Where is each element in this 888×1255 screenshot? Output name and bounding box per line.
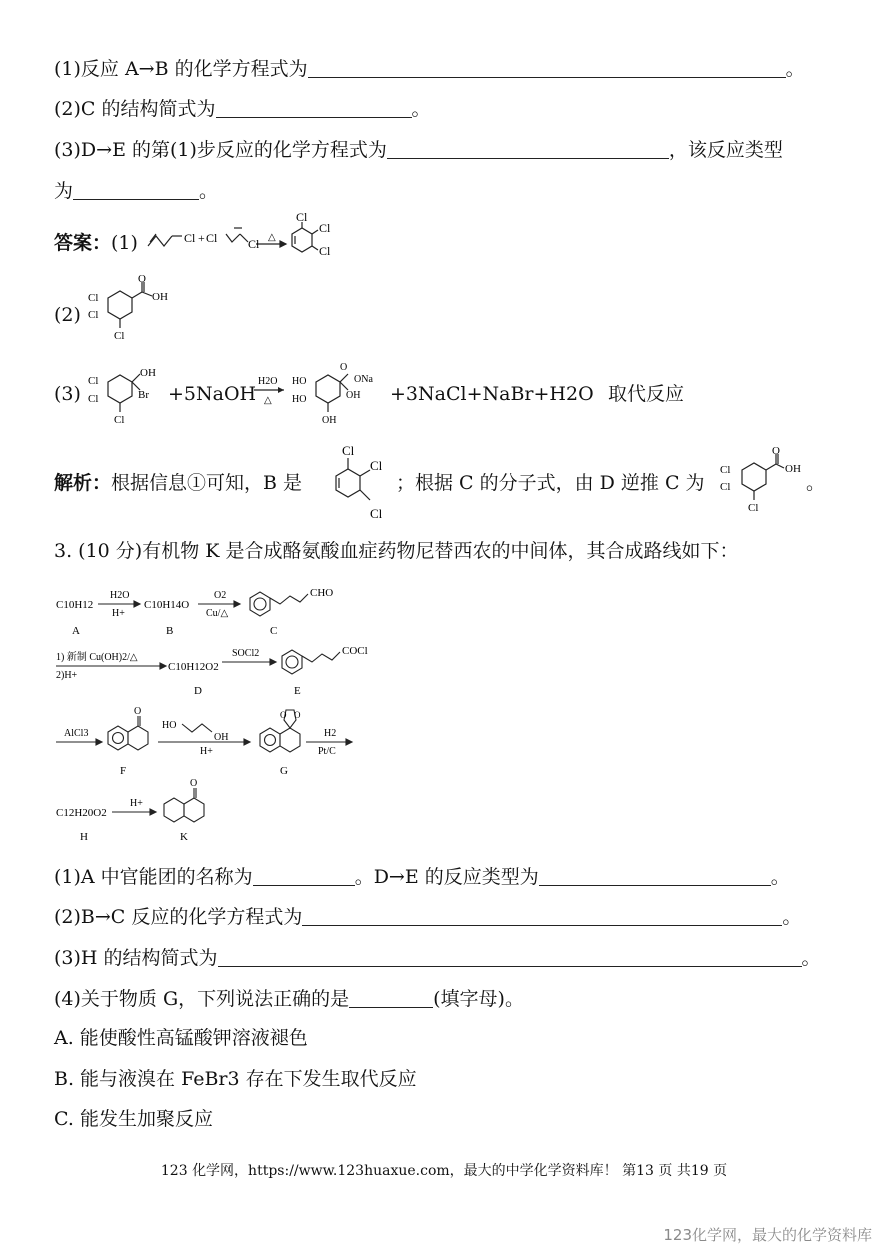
watermark: 123化学网，最大的化学资料库 [663, 1226, 872, 1244]
cl-label: Cl [88, 292, 99, 304]
cho-label: CHO [310, 587, 334, 599]
label-e: E [294, 685, 301, 697]
cl-label: Cl [206, 231, 218, 245]
br-label: Br [138, 389, 149, 401]
answer-1-equation [140, 212, 360, 270]
cond-r2-top: O2 [214, 590, 227, 601]
o-label: O [340, 362, 348, 373]
analysis-b-structure [326, 440, 398, 526]
oh-label: OH [140, 367, 156, 379]
cl-label: Cl [319, 244, 331, 258]
cond-top: H2O [258, 376, 278, 387]
cl-label: Cl [319, 221, 331, 235]
cond-r6-bot: H+ [200, 746, 213, 757]
analysis-line: 解析：根据信息①可知，B 是 [54, 472, 303, 494]
answer-blank [302, 905, 782, 926]
cond-r4-top: SOCl2 [232, 648, 260, 659]
cond-r5-top: AlCl3 [64, 728, 89, 739]
q3-sub2: (2)B→C 反应的化学方程式为 。 [54, 906, 802, 928]
o-label: O [772, 445, 780, 457]
o-label: O [294, 710, 301, 720]
cond-r7-top: H2 [324, 728, 337, 739]
cond-r3-top: 1) 新制 Cu(OH)2/△ [56, 652, 138, 663]
label-f: F [120, 765, 127, 777]
cond-r7-bot: Pt/C [318, 746, 336, 757]
o-label: O [190, 778, 198, 789]
label-d: D [194, 685, 202, 697]
formula-a: C10H12 [56, 599, 94, 611]
q-prev-3: (3)D→E 的第(1)步反应的化学方程式为 ，该反应类型 [54, 139, 783, 161]
cond-r3-bot: 2)H+ [56, 670, 78, 681]
label-g: G [280, 765, 288, 777]
label-c: C [270, 625, 278, 637]
cond-r6-oh: OH [214, 732, 229, 743]
cl-label: Cl [748, 502, 759, 514]
label-a: A [72, 625, 80, 637]
oh-label: OH [322, 415, 337, 426]
analysis-end: 。 [806, 472, 826, 494]
answer-blank [218, 946, 802, 967]
q3-sub4: (4)关于物质 G，下列说法正确的是 (填字母)。 [54, 988, 524, 1010]
cl-label: Cl [114, 330, 125, 342]
oh-label: OH [152, 291, 168, 303]
answer-blank [216, 97, 412, 118]
label-b: B [166, 625, 174, 637]
synthesis-scheme [54, 574, 384, 844]
o-label: O [280, 710, 287, 720]
answer-line-3: (3) [54, 383, 81, 405]
q-prev-3-cont: 为 。 [54, 180, 219, 202]
cl-label: Cl [296, 212, 308, 224]
answer-blank [387, 138, 669, 159]
formula-b: C10H14O [144, 599, 190, 611]
cl-label: Cl [342, 443, 355, 458]
label-k: K [180, 831, 188, 843]
answer-blank [349, 987, 433, 1008]
cl-label: Cl [88, 375, 99, 387]
answer-line-2: (2) [54, 304, 81, 326]
q3-option-a: A. 能使酸性高锰酸钾溶液褪色 [54, 1027, 308, 1049]
answer-3-reactant [78, 360, 178, 430]
answer-3-product [288, 360, 388, 430]
answer-3-products: +3NaCl+NaBr+H2O [390, 383, 594, 405]
cond-r1-top: H2O [110, 590, 130, 601]
cl-label: Cl [720, 481, 731, 493]
answer-blank [253, 865, 355, 886]
oh-label: OH [346, 390, 361, 401]
cond-r1-bot: H+ [112, 608, 125, 619]
answer-3-reagent: +5NaOH [168, 383, 257, 405]
answer-blank [73, 179, 199, 200]
cl-label: Cl [720, 464, 731, 476]
q3-sub3: (3)H 的结构简式为 。 [54, 947, 821, 969]
plus-sign: + [198, 231, 205, 245]
answer-3-type: 取代反应 [608, 383, 685, 405]
ho-label: HO [292, 394, 307, 405]
cl-label: Cl [248, 237, 260, 251]
answer-3-arrow [252, 372, 288, 408]
answer-2-structure [78, 272, 188, 350]
answer-line-1: 答案：(1) [54, 232, 138, 254]
formula-d: C10H12O2 [168, 661, 219, 673]
q-prev-2: (2)C 的结构简式为 。 [54, 98, 431, 120]
cl-label: Cl [88, 309, 99, 321]
cond-r2-bot: Cu/△ [206, 608, 229, 619]
analysis-c-structure [712, 444, 808, 520]
cl-label: Cl [184, 231, 196, 245]
o-label: O [138, 273, 146, 285]
q3-option-b: B. 能与液溴在 FeBr3 存在下发生取代反应 [54, 1068, 417, 1090]
formula-h: C12H20O2 [56, 807, 107, 819]
analysis-line-2: ；根据 C 的分子式，由 D 逆推 C 为 [396, 472, 705, 494]
answer-blank [539, 865, 771, 886]
cocl-label: COCl [342, 645, 368, 657]
label-h: H [80, 831, 88, 843]
o-label: O [134, 706, 142, 717]
ona-label: ONa [354, 374, 373, 385]
q3-sub1: (1)A 中官能团的名称为 。D→E 的反应类型为 。 [54, 866, 790, 888]
oh-label: OH [785, 463, 801, 475]
q-prev-1: (1)反应 A→B 的化学方程式为 。 [54, 58, 805, 80]
page-footer: 123 化学网，https://www.123huaxue.com，最大的中学化学资料库！ 第13 页 共19 页 [160, 1163, 728, 1179]
ho-label: HO [292, 376, 307, 387]
cond-bottom: △ [264, 395, 272, 406]
cl-label: Cl [114, 414, 125, 426]
cond-r8-top: H+ [130, 798, 143, 809]
cond-r6-ho: HO [162, 720, 177, 731]
cl-label: Cl [370, 506, 383, 521]
heat-condition: △ [268, 232, 276, 243]
cl-label: Cl [88, 393, 99, 405]
cl-label: Cl [370, 458, 383, 473]
q3-title: 3. (10 分)有机物 K 是合成酪氨酸血症药物尼替西农的中间体，其合成路线如下： [54, 540, 739, 562]
q3-option-c: C. 能发生加聚反应 [54, 1108, 213, 1130]
answer-blank [308, 57, 786, 78]
